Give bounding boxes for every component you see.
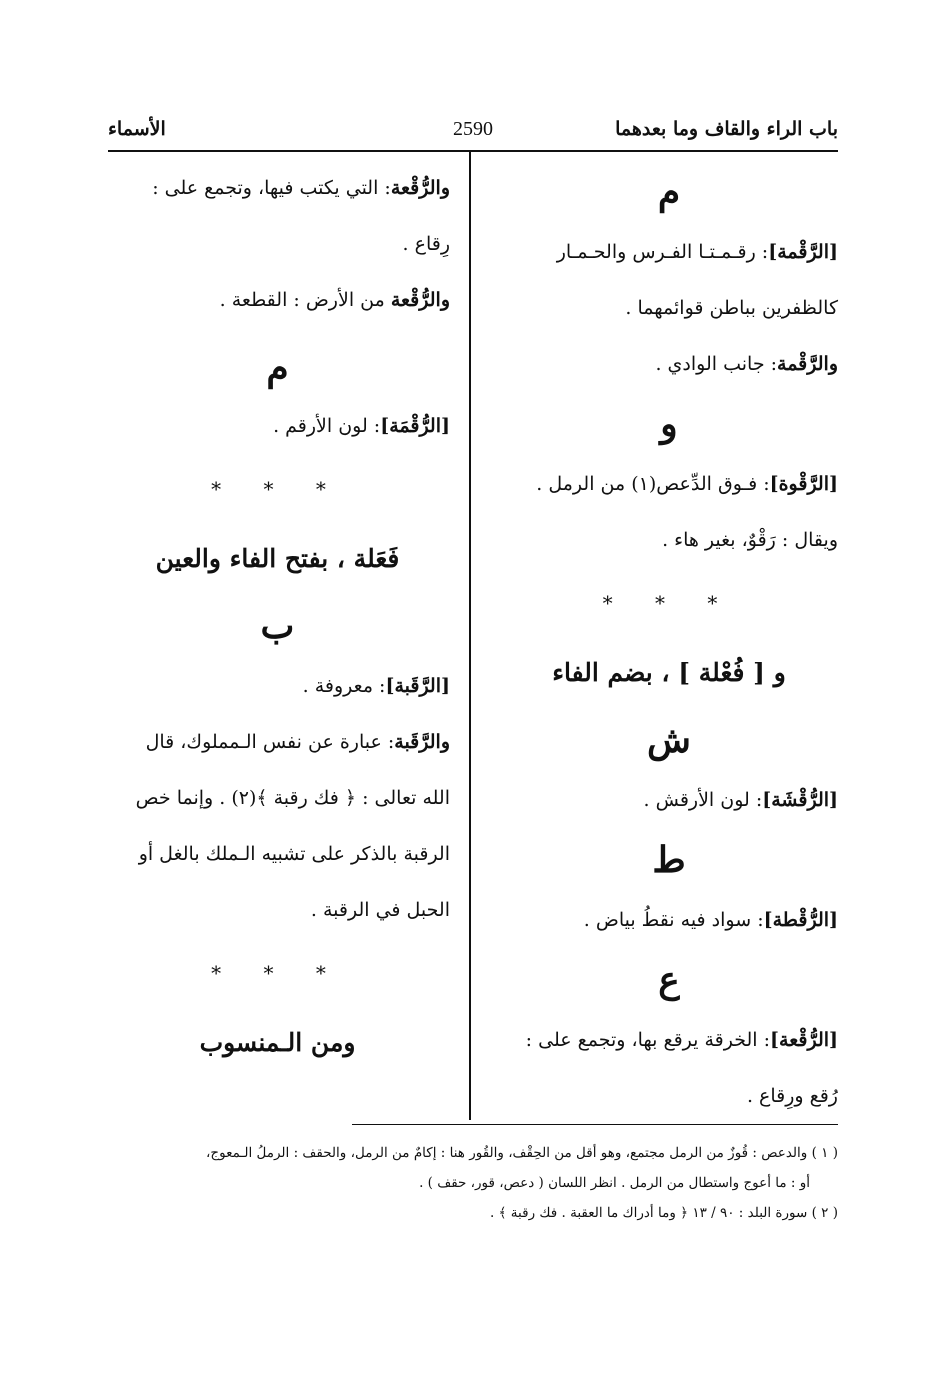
entry-term: [الرَّقَبة] [385,675,450,697]
running-header-section: الأسماء [108,118,166,140]
right-column [500,160,838,1124]
entry-ruqma [105,398,450,454]
entry-raqma-1 [500,224,838,280]
entry-raqma-2 [500,336,838,392]
entry-definition: : لون الأرقش . [643,789,763,811]
letter-heading-mim: م [266,347,289,389]
entry-term: والرُّقْعة [390,289,450,311]
entry-term: والرُّقْعة [390,177,450,199]
entry-raqaba [105,658,450,714]
letter-heading-ba: ب [260,605,295,647]
running-header-chapter: باب الراء والقاف وما بعدهما [615,118,838,140]
left-column [105,160,450,1078]
entry-continuation: الله تعالى : ﴿ فك رقبة ﴾(٢) . وإنما خص [135,787,450,809]
section-separator-stars: * * * [211,961,344,985]
entry-definition: : الخرقة يرقع بها، وتجمع على : [525,1029,771,1051]
entry-term: [الرُّقْشَة] [762,789,838,811]
footnote-1: ( ١ ) والدعص : قُوزٌ من الرمل مجتمع، وهو أقل من الحِقْف، والقُور هنا : إكامٌ من الرمل، والحقف : الرملُ الـمعوج، [206,1145,838,1161]
entry-raqwa [500,456,838,512]
entry-ruqa-writing [105,160,450,216]
entry-ruqta [500,892,838,948]
footnote-1-continuation: أو : ما أعوج واستطال من الرمل . انظر اللسان ( دعص، قور، حقف ) . [419,1175,810,1191]
section-heading-faala: فَعَلة ، بفتح الفاء والعين [155,544,400,573]
column-divider [469,152,471,1120]
entry-continuation: كالظفرين بباطن قوائمهما . [625,297,838,319]
entry-continuation: الحبل في الرقبة . [310,899,450,921]
section-heading-mansub: ومن الـمنسوب [199,1028,356,1057]
entry-continuation: رِقاع . [402,233,450,255]
section-heading-fula: و [ فُعْلة ] ، بضم الفاء [552,658,786,687]
header-rule [108,150,838,152]
entry-term: [الرُّقْطة] [763,909,838,931]
page-number: 2590 [453,118,493,140]
letter-heading-mim: م [657,171,681,213]
entry-ruqa [500,1012,838,1068]
entry-continuation: رُقع ورِقاع . [746,1085,838,1107]
section-separator-stars: * * * [602,591,736,615]
entry-definition: : رقـمـتـا الفـرس والحـمـار [556,241,769,263]
footnotes [108,1138,838,1228]
entry-raqaba-2 [105,714,450,770]
letter-heading-ain: ع [658,959,680,1001]
entry-definition: : سواد فيه نقطُ بياض . [583,909,764,931]
entry-definition: : معروفة . [302,675,386,697]
entry-term: والرَّقَبة [394,731,450,753]
entry-continuation: الرقبة بالذكر على تشبيه الـملك بالغل أو [138,843,450,865]
letter-heading-shin: ش [647,719,691,761]
entry-ruqsha [500,772,838,828]
entry-definition: : عبارة عن نفس الـمملوك، قال [145,731,395,753]
entry-term: [الرَّقْمة] [768,241,838,263]
entry-definition: من الأرض : القطعة . [219,289,391,311]
entry-definition: : فـوق الدِّعص(١) من الرمل . [536,473,770,495]
letter-heading-waw: و [660,403,678,445]
entry-term: [الرُّقْعة] [770,1029,838,1051]
entry-term: [الرَّقْوة] [769,473,838,495]
entry-term: والرَّقْمة [777,353,838,375]
entry-ruqa-land [105,272,450,328]
entry-definition: : جانب الوادي . [655,353,778,375]
entry-definition: : لون الأرقم . [273,415,381,437]
entry-continuation: ويقال : رَقْوٌ، بغير هاء . [662,529,838,551]
entry-term: [الرُّقْمَة] [380,415,450,437]
letter-heading-ta: ط [652,839,686,881]
footnote-rule [352,1124,838,1125]
footnote-2: ( ٢ ) سورة البلد : ٩٠ / ١٣ ﴿ وما أدراك ما العقبة . فك رقبة ﴾ . [490,1205,838,1221]
section-separator-stars: * * * [211,477,344,501]
entry-definition: : التي يكتب فيها، وتجمع على : [152,177,391,199]
